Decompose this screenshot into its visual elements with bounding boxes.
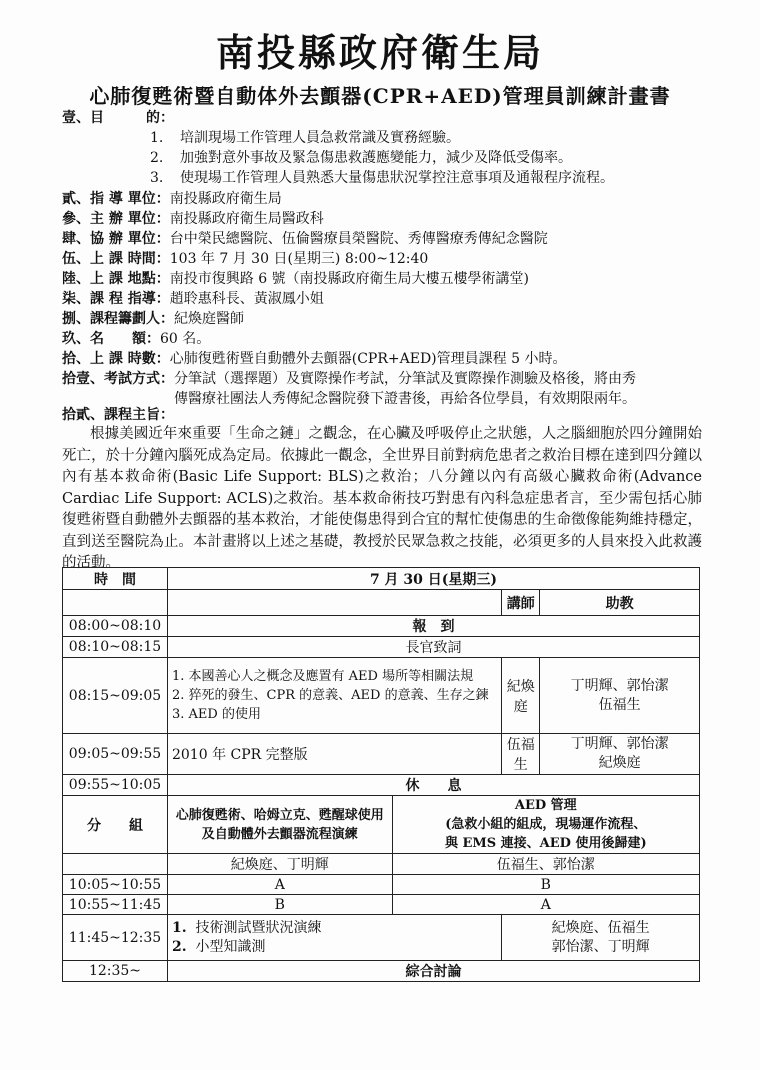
section-guide-unit (62, 189, 282, 209)
item-number: 1. (150, 130, 164, 146)
empty-cell (63, 590, 168, 616)
table-row (63, 590, 700, 616)
table-row (63, 961, 700, 982)
time-cell: 10:55~11:45 (63, 895, 168, 915)
section-label: 拾、上 課 時數： (62, 351, 170, 367)
page-title: 南投縣政府衛生局 (215, 30, 544, 75)
assistant-cell: 丁明輝、郭怡潔 紀煥庭 (540, 734, 700, 775)
section-value: 紀煥庭醫師 (174, 311, 244, 327)
section-value: 心肺復甦術暨自動體外去顫器(CPR+AED)管理員課程 5 小時。 (169, 351, 567, 367)
section-time (62, 249, 428, 269)
lecturer-cell: 伍福生 (502, 734, 540, 775)
section-value: 60 名。 (160, 331, 211, 347)
time-cell: 08:00~08:10 (63, 616, 168, 637)
table-row (63, 854, 700, 875)
section-purpose (62, 108, 174, 128)
assistant-header: 助教 (540, 590, 700, 616)
lecturer-header: 講師 (502, 590, 540, 616)
content-list (167, 915, 501, 961)
section-label: 貳、指 導 單位： (62, 191, 170, 207)
purpose-item (150, 148, 572, 168)
group-cell: B (167, 895, 392, 915)
item-number: 2. (150, 150, 164, 166)
purpose-item (150, 128, 460, 148)
purpose-item (150, 168, 614, 188)
section-value: 103 年 7 月 30 日(星期三) 8:00~12:40 (169, 251, 429, 267)
time-cell: 08:15~09:05 (63, 658, 168, 734)
time-cell: 12:35~ (63, 961, 168, 982)
item-text: 培訓現場工作管理人員急救常識及實務經驗。 (180, 130, 460, 146)
theme-paragraph: 根據美國近年來重要「生命之鏈」之觀念，在心臟及呼吸停止之狀態，人之腦細胞於四分鐘開始死亡，於十分鐘內腦死成為定局。依據此一觀念，全世界目前對病危患者之救治目標在達到四分鐘以內有基本救命術(Basic Life Support: BLS)之救治；八分鐘以內有高級心臟救命術(Advance Cardiac Life Support: ACLS)之救治。基本救命術技巧對患有內科急症患者言，至少需包括心肺復甦術暨自動體外去顫器的基本救治，才能使傷患得到合宜的幫忙使傷患的生命徵像能夠維持穩定，直到送至醫院為止。本計畫將以上述之基礎，教授於民眾急救之技能，必須更多的人員來投入此救護的活動。 (62, 426, 702, 571)
section-hours (62, 349, 566, 369)
staff-cell: 伍福生、郭怡潔 (392, 854, 699, 875)
table-row (63, 875, 700, 895)
list-item: 1. 本國善心人之概念及應置有 AED 場所等相關法規 (171, 669, 474, 684)
time-cell: 08:10~08:15 (63, 637, 168, 658)
section-value: 南投市復興路 6 號（南投縣政府衛生局大樓五樓學術講堂) (169, 271, 530, 287)
item-text: 加強對意外事故及緊急傷患救護應變能力，減少及降低受傷率。 (180, 150, 572, 166)
list-item: 2. 猝死的發生、CPR 的意義、AED 的意義、生存之鍊 (171, 688, 489, 703)
section-exam (62, 369, 636, 389)
page-subtitle: 心肺復甦術暨自動体外去顫器(CPR+AED)管理員訓練計畫書 (89, 84, 671, 108)
content-cell: 休 息 (167, 775, 699, 796)
group-left: 心肺復甦術、哈姆立克、甦醒球使用 及自動體外去顫器流程演練 (167, 796, 392, 854)
group-cell: A (392, 895, 699, 915)
section-label: 玖、名 額： (62, 331, 160, 347)
staff-cell: 紀煥庭、伍福生 郭怡潔、丁明輝 (502, 915, 700, 961)
section-label: 肆、協 辦 單位： (62, 231, 170, 247)
content-cell: 綜合討論 (167, 961, 699, 982)
empty-cell (167, 590, 501, 616)
table-row (63, 616, 700, 637)
section-planner (62, 309, 244, 329)
schedule-table (62, 567, 700, 982)
time-cell: 09:05~09:55 (63, 734, 168, 775)
section-label: 伍、上 課 時間： (62, 251, 170, 267)
section-place (62, 269, 529, 289)
section-label: 陸、上 課 地點： (62, 271, 170, 287)
content-list (167, 658, 501, 734)
section-value: 趙聆惠科長、黃淑鳳小姐 (169, 291, 324, 307)
group-label: 分 組 (63, 796, 168, 854)
list-item: 2. 小型知識測 (171, 938, 266, 955)
section-label: 柒、課 程 指導： (62, 291, 170, 307)
table-row (63, 637, 700, 658)
section-exam-cont (174, 389, 636, 409)
section-label: 捌、課程籌劃人： (62, 311, 174, 327)
section-theme (62, 405, 174, 425)
group-cell: B (392, 875, 699, 895)
section-value: 傳醫療社團法人秀傳紀念醫院發下證書後，再給各位學員，有效期限兩年。 (174, 391, 636, 407)
assistant-cell: 丁明輝、郭怡潔 伍福生 (540, 658, 700, 734)
section-quota (62, 329, 210, 349)
content-cell: 2010 年 CPR 完整版 (167, 734, 501, 775)
list-item: 3. AED 的使用 (171, 707, 261, 722)
table-row (63, 568, 700, 590)
section-label: 拾貳、課程主旨： (62, 407, 174, 423)
empty-cell (63, 854, 168, 875)
table-row (63, 796, 700, 854)
time-cell: 09:55~10:05 (63, 775, 168, 796)
table-row (63, 734, 700, 775)
section-value: 分筆試（選擇題）及實際操作考試，分筆試及實際操作測驗及格後，將由秀 (174, 371, 636, 387)
table-row (63, 775, 700, 796)
item-number: 3. (150, 170, 164, 186)
list-item: 1. 技術測試暨狀況演練 (171, 919, 322, 936)
item-text: 使現場工作管理人員熟悉大量傷患狀況掌控注意事項及通報程序流程。 (180, 170, 614, 186)
section-co-unit (62, 229, 548, 249)
section-instructor (62, 289, 324, 309)
table-row (63, 895, 700, 915)
table-row (63, 658, 700, 734)
section-value: 南投縣政府衛生局醫政科 (169, 211, 324, 227)
group-right: AED 管理 (急救小組的組成，現場運作流程、 與 EMS 連接、AED 使用後歸建) (392, 796, 699, 854)
section-value: 台中榮民總醫院、伍倫醫療員榮醫院、秀傳醫療秀傳紀念醫院 (169, 231, 548, 247)
date-header: 7 月 30 日(星期三) (167, 568, 699, 590)
section-label: 壹、目 的： (62, 110, 174, 126)
time-header: 時 間 (63, 568, 168, 590)
section-value: 南投縣政府衛生局 (169, 191, 282, 207)
staff-cell: 紀煥庭、丁明輝 (167, 854, 392, 875)
content-cell: 報 到 (167, 616, 699, 637)
lecturer-cell: 紀煥庭 (502, 658, 540, 734)
section-label: 拾壹、考試方式： (62, 371, 174, 387)
time-cell: 11:45~12:35 (63, 915, 168, 961)
table-row (63, 915, 700, 961)
content-cell: 長官致詞 (167, 637, 699, 658)
section-label: 參、主 辦 單位： (62, 211, 170, 227)
group-cell: A (167, 875, 392, 895)
section-host-unit (62, 209, 324, 229)
time-cell: 10:05~10:55 (63, 875, 168, 895)
